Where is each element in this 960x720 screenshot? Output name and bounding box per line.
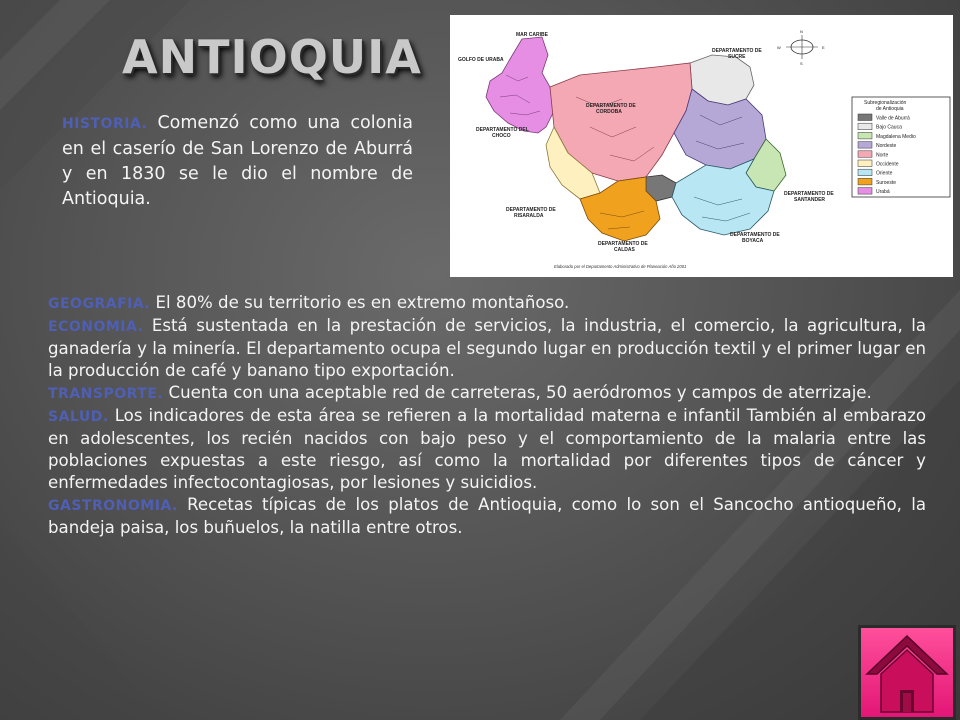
map-label-boyaca-1: DEPARTAMENTO DE [730, 232, 780, 238]
map-label-sucre-1: DEPARTAMENTO DE [712, 48, 762, 54]
map-label-cordoba-2: CORDOBA [596, 109, 622, 115]
map-label-risaralda-2: RISARALDA [514, 213, 544, 219]
map-label-cordoba-1: DEPARTAMENTO DE [586, 103, 636, 109]
section-gastronomia [48, 494, 926, 539]
historia-text: Comenzó como una colonia en el caserío de San Lorenzo de Aburrá y en 1830 se le dio el nombre de Antioquia. [62, 113, 413, 209]
section-label: GASTRONOMIA. [48, 498, 178, 514]
legend-swatch [858, 114, 872, 121]
map-label-choco-2: CHOCO [492, 133, 511, 139]
map-label-mar-caribe: MAR CARIBE [516, 32, 548, 38]
map-label-boyaca-2: BOYACA [742, 238, 764, 244]
section-text: Recetas típicas de los platos de Antioquia, como lo son el Sancocho antioqueño, la bandeja paisa, los buñuelos, la natilla entre otros. [48, 495, 926, 537]
section-salud [48, 405, 926, 494]
section-text: El 80% de su territorio es en extremo montañoso. [150, 293, 570, 312]
section-text: Los indicadores de esta área se refieren a la mortalidad materna e infantil También al embarazo en adolescentes, los recién nacidos con bajo peso y el comportamiento de la malaria entre las poblaciones expuestas a este riesgo, así como la mortalidad por diferentes tipos de cáncer y enfermedades infectocontagiosas, por lesiones y suicidios. [48, 406, 926, 492]
section-transporte [48, 382, 926, 405]
legend-item-label: Suroeste [876, 179, 897, 186]
home-icon [861, 628, 953, 717]
section-economia [48, 315, 926, 382]
legend-item-label: Oriente [876, 170, 893, 177]
legend-item-label: Bajo Cauca [876, 124, 902, 131]
legend-swatch [858, 142, 872, 149]
legend-swatch [858, 160, 872, 167]
legend-swatch [858, 132, 872, 139]
legend-swatch [858, 178, 872, 185]
legend-swatch [858, 169, 872, 176]
map-credit: Elaborado por el Departamento Administrativo de Planeación Año 2001 [554, 264, 687, 269]
section-label: ECONOMIA. [48, 319, 144, 335]
section-label: GEOGRAFIA. [48, 296, 151, 312]
historia-paragraph [62, 111, 413, 212]
section-label: SALUD. [48, 409, 109, 425]
map-label-santander-2: SANTANDER [794, 197, 826, 203]
legend-item-label: Nordeste [876, 143, 897, 150]
map-label-choco-1: DEPARTAMENTO DEL [476, 127, 529, 133]
home-button[interactable] [858, 625, 956, 720]
legend-item-label: Norte [876, 152, 889, 159]
legend-item-label: Magdalena Medio [876, 133, 916, 140]
legend-swatch [858, 188, 872, 195]
section-text: Cuenta con una aceptable red de carreteras, 50 aeródromos y campos de aterrizaje. [163, 383, 872, 402]
legend-swatch [858, 123, 872, 130]
compass-e: E [822, 45, 825, 50]
map-label-risaralda-1: DEPARTAMENTO DE [506, 207, 556, 213]
legend-item-label: Valle de Aburrá [876, 115, 910, 122]
compass-s: S [800, 61, 803, 66]
slide-title: ANTIOQUIA [122, 30, 422, 84]
content-sections [48, 292, 926, 539]
compass-w: W [777, 45, 781, 50]
map-label-sucre-2: SUCRE [728, 54, 746, 60]
legend-item-label: Urabá [876, 189, 890, 196]
legend-swatch [858, 151, 872, 158]
compass-rose-icon [777, 29, 825, 66]
section-label: TRANSPORTE. [48, 386, 164, 402]
map-label-caldas-1: DEPARTAMENTO DE [598, 241, 648, 247]
map-legend [852, 97, 950, 197]
map-label-santander-1: DEPARTAMENTO DE [784, 191, 834, 197]
map-label-golfo: GOLFO DE URABA [458, 57, 504, 63]
region-uraba [486, 37, 554, 133]
antioquia-map-drawing [450, 15, 953, 277]
map-label-caldas-2: CALDAS [614, 247, 635, 253]
historia-label: HISTORIA. [62, 116, 148, 132]
antioquia-map [450, 15, 953, 277]
legend-title-1: Subregionalización [864, 100, 907, 106]
compass-n: N [800, 29, 803, 34]
legend-item-label: Occidente [876, 161, 899, 168]
legend-title-2: de Antioquia [876, 106, 904, 112]
section-text: Está sustentada en la prestación de servicios, la industria, el comercio, la agricultura, la ganadería y la minería. El departamento ocupa el segundo lugar en producción textil y el primer lugar en la producción de café y banano tipo exportación. [48, 316, 926, 380]
section-geografia [48, 292, 926, 315]
